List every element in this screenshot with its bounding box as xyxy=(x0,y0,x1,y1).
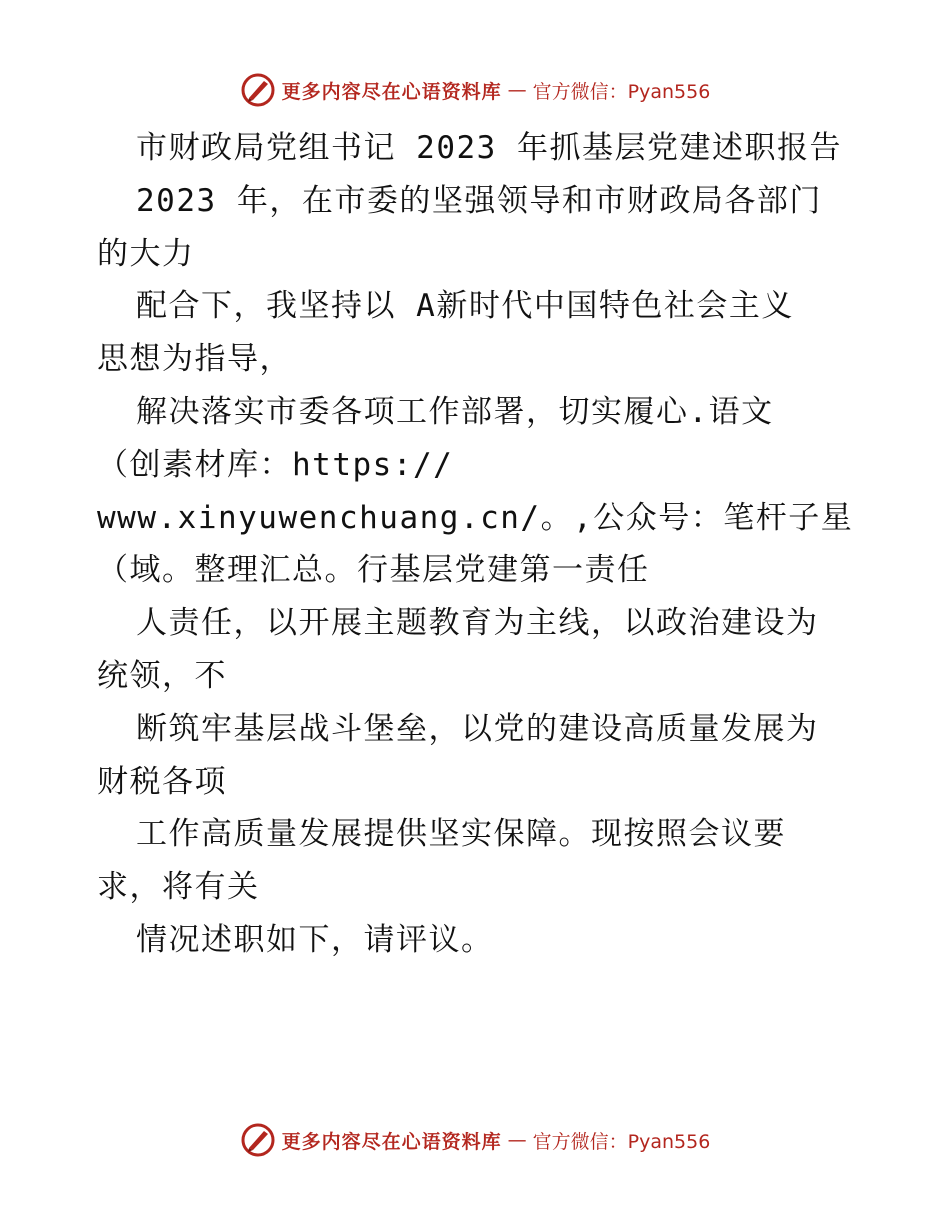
paragraph-line: 配合下，我坚持以 A新时代中国特色社会主义 xyxy=(136,288,794,325)
paragraph-line: 人责任，以开展主题教育为主线，以政治建设为 xyxy=(136,605,819,642)
paragraph-line: 的大力 xyxy=(97,235,195,272)
footer-banner xyxy=(0,1120,950,1160)
paragraph-line: 统领，不 xyxy=(97,657,227,694)
header-banner-text: 更多内容尽在心语资料库 xyxy=(281,80,502,103)
document-title: 市财政局党组书记 2023 年抓基层党建述职报告 xyxy=(136,130,842,166)
footer-banner-dash: — xyxy=(507,1129,527,1151)
header-banner-dash: — xyxy=(507,79,527,101)
header-wechat-id: 官方微信：Pyan556 xyxy=(532,80,711,103)
footer-wechat-id: 官方微信：Pyan556 xyxy=(532,1130,711,1153)
footer-banner-text: 更多内容尽在心语资料库 xyxy=(281,1130,502,1153)
paragraph-line: （域。整理汇总。行基层党建第一责任 xyxy=(97,552,650,589)
paragraph-line: 断筑牢基层战斗堡垒，以党的建设高质量发展为 xyxy=(136,710,819,747)
paragraph-line: 求，将有关 xyxy=(97,869,260,906)
paragraph-line: （创素材库：https:// xyxy=(97,446,454,483)
document-body xyxy=(97,122,867,967)
paragraph-line: 工作高质量发展提供坚实保障。现按照会议要 xyxy=(136,816,786,853)
paragraph-line: 财税各项 xyxy=(97,763,227,800)
paragraph-line: 情况述职如下，请评议。 xyxy=(136,921,494,958)
paragraph-line: www.xinyuwenchuang.cn/。,公众号：笔杆子星 xyxy=(97,499,854,536)
paragraph-line: 2023 年，在市委的坚强领导和市财政局各部门 xyxy=(136,182,822,219)
header-banner xyxy=(0,70,950,110)
paragraph-line: 思想为指导， xyxy=(97,341,292,378)
brush-circle-logo-icon xyxy=(240,1122,276,1158)
paragraph-line: 解决落实市委各项工作部署，切实履心.语文 xyxy=(136,393,774,430)
brush-circle-logo-icon xyxy=(240,72,276,108)
